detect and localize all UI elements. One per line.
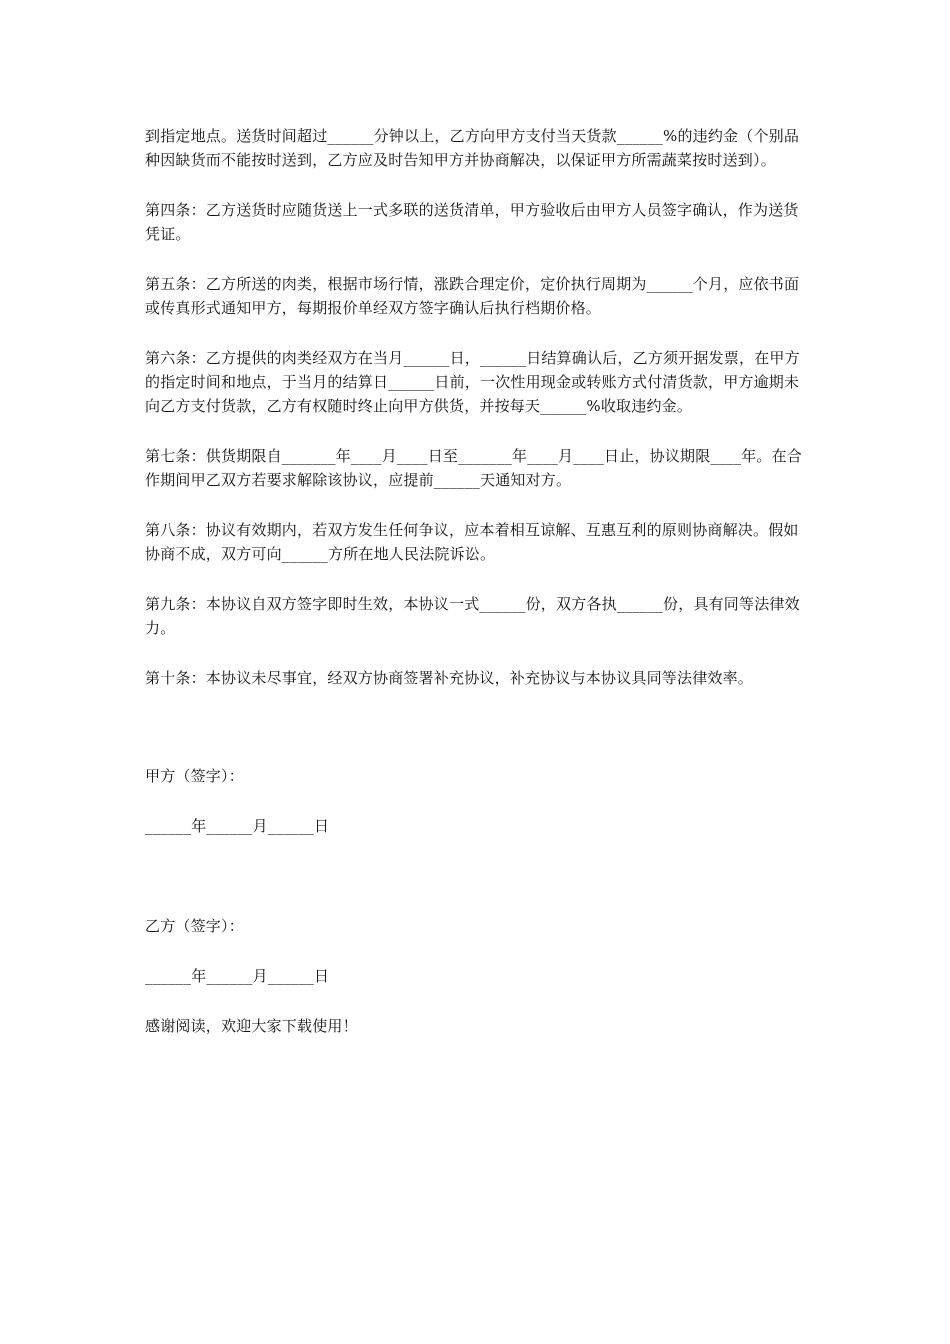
clause-8: 第八条：协议有效期内，若双方发生任何争议，应本着相互谅解、互惠互利的原则协商解决。假如协商不成，双方可向______方所在地人民法院诉讼。 (145, 521, 799, 563)
paragraph-delivery-penalty: 到指定地点。送货时间超过______分钟以上，乙方向甲方支付当天货款______%的违约金（个别品种因缺货而不能按时送到，乙方应及时告知甲方并协商解决，以保证甲方所需蔬菜按时送到）。 (145, 127, 800, 169)
clause-9: 第九条：本协议自双方签字即时生效，本协议一式______份，双方各执______份，具有同等法律效力。 (145, 595, 800, 637)
signature-spacer (145, 690, 810, 764)
clause-10: 第十条：本协议未尽事宜，经双方协商签署补充协议，补充协议与本协议具同等法律效率。 (145, 669, 754, 687)
signature-spacer (145, 838, 810, 914)
signature-spacer (145, 788, 810, 814)
party-b-signature-date: ______年______月______日 (145, 967, 330, 985)
closing-note: 感谢阅读，欢迎大家下载使用！ (145, 1017, 358, 1035)
paragraph-spacer (145, 492, 810, 518)
paragraph-spacer (145, 320, 810, 346)
paragraph-spacer (145, 640, 810, 666)
clause-6: 第六条：乙方提供的肉类经双方在当月______日，______日结算确认后，乙方须开据发票，在甲方的指定时间和地点，于当月的结算日______日前，一次性用现金或转账方式付清货款，甲方逾期未向乙方支付货款，乙方有权随时终止向甲方供货，并按每天______%收取违约金。 (145, 349, 800, 415)
clause-7: 第七条：供货期限自_______年____月____日至_______年____月____日止，协议期限____年。在合作期间甲乙双方若要求解除该协议，应提前______天通知对方。 (145, 447, 803, 489)
clause-4: 第四条：乙方送货时应随货送上一式多联的送货清单，甲方验收后由甲方人员签字确认，作为送货凭证。 (145, 201, 799, 243)
signature-spacer (145, 938, 810, 964)
paragraph-spacer (145, 172, 810, 198)
closing-spacer (145, 988, 810, 1014)
clause-5: 第五条：乙方所送的肉类，根据市场行情，涨跌合理定价，定价执行周期为______个月，应依书面或传真形式通知甲方，每期报价单经双方签字确认后执行档期价格。 (145, 275, 800, 317)
party-b-signature-label: 乙方（签字）： (145, 917, 244, 935)
document-body (145, 124, 810, 1038)
paragraph-spacer (145, 246, 810, 272)
paragraph-spacer (145, 566, 810, 592)
party-a-signature-label: 甲方（签字）： (145, 767, 244, 785)
party-a-signature-date: ______年______月______日 (145, 817, 330, 835)
paragraph-spacer (145, 418, 810, 444)
